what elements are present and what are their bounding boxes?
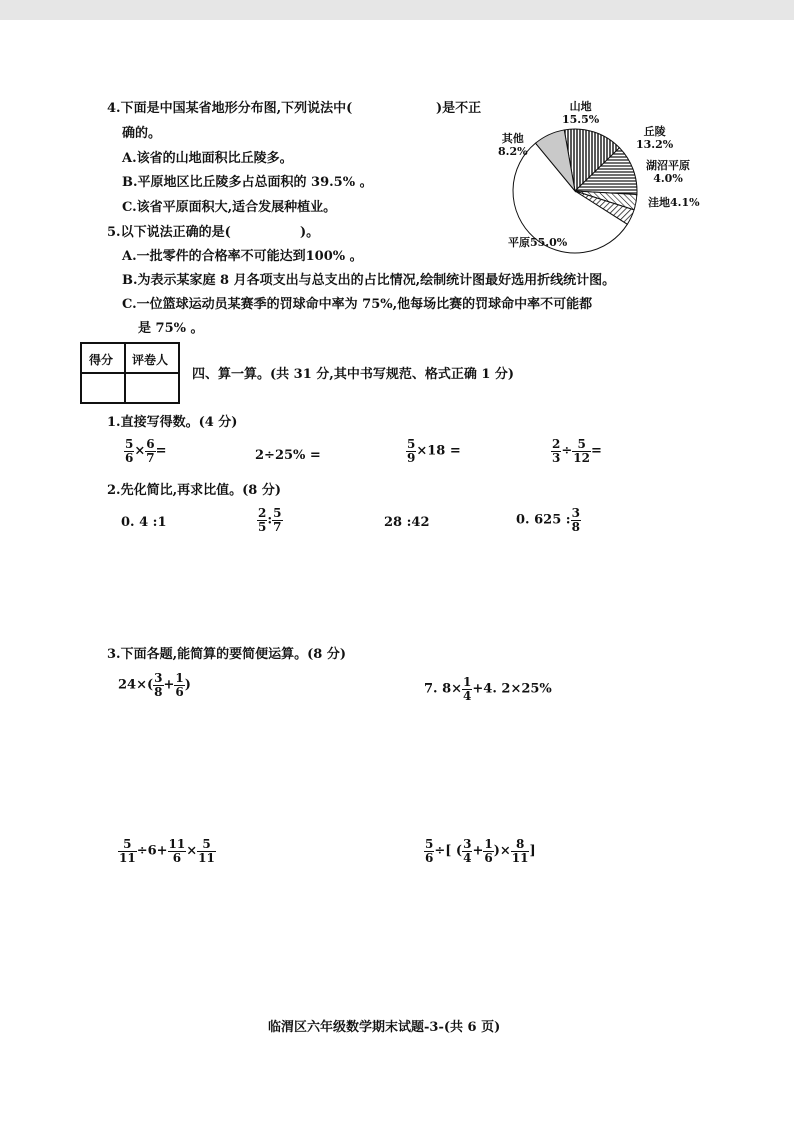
- grader-label: 评卷人: [132, 353, 169, 367]
- q1-title: 1.直接写得数。(4 分): [107, 415, 238, 430]
- q2-ratio-3: 28 :42: [384, 515, 430, 530]
- q3-calc-3: $\frac{5}{11}$ ÷6+ $\frac{11}{6}$ × $\frac{5}{11}$: [119, 837, 215, 865]
- q1-expr-4: $\frac{2}{3}$ ÷ $\frac{5}{12}$ =: [552, 437, 602, 465]
- q5-stem: 5.以下说法正确的是(: [107, 225, 231, 240]
- q1-expr-1: $\frac{5}{6}$ × $\frac{6}{7}$ =: [125, 437, 167, 465]
- section4-title: 四、算一算。(共 31 分,其中书写规范、格式正确 1 分): [192, 367, 515, 382]
- q4-option-c: C.该省平原面积大,适合发展种植业。: [122, 200, 337, 215]
- pie-label-shandi: 山地 15.5%: [562, 100, 600, 126]
- q4-option-b: B.平原地区比丘陵多占总面积的 39.5% 。: [122, 175, 373, 190]
- pie-label-qita: 其他 8.2%: [498, 132, 528, 158]
- q3-title: 3.下面各题,能简算的要简便运算。(8 分): [107, 647, 346, 662]
- score-box: [80, 342, 180, 404]
- pie-label-qiling: 丘陵 13.2%: [636, 125, 674, 151]
- q3-calc-1: 24×( $\frac{3}{8}$ + $\frac{1}{6}$ ): [118, 671, 191, 699]
- q4-stem-line1: 4.下面是中国某省地形分布图,下列说法中(: [107, 101, 353, 116]
- q4-stem-paren-close: )是不正: [436, 101, 482, 116]
- pie-label-huzhao: 湖沼平原 4.0%: [646, 159, 690, 185]
- pie-label-pingyuan: 平原55.0%: [508, 236, 568, 249]
- q2-title: 2.先化简比,再求比值。(8 分): [107, 483, 281, 498]
- q5-option-c-line1: C.一位篮球运动员某赛季的罚球命中率为 75%,他每场比赛的罚球命中率不可能都: [122, 297, 593, 312]
- q5-stem-close: )。: [300, 225, 320, 240]
- q2-ratio-1: 0. 4 :1: [121, 515, 167, 530]
- pie-label-wadi: 洼地4.1%: [648, 196, 700, 209]
- q5-option-a: A.一批零件的合格率不可能达到100% 。: [122, 249, 363, 264]
- q1-expr-2: 2÷25% =: [255, 448, 321, 463]
- q1-expr-3: $\frac{5}{9}$ ×18 =: [407, 437, 461, 465]
- q4-stem-line2: 确的。: [122, 126, 162, 141]
- q3-calc-4: $\frac{5}{6}$ ÷[ ( $\frac{3}{4}$ + $\frac{1}{6}$ )× $\frac{8}{11}$ ]: [425, 837, 536, 865]
- page-footer: 临渭区六年级数学期末试题-3-(共 6 页): [268, 1020, 501, 1035]
- q5-option-b: B.为表示某家庭 8 月各项支出与总支出的占比情况,绘制统计图最好选用折线统计图。: [122, 273, 616, 288]
- scan-top-border: [0, 0, 794, 20]
- q4-option-a: A.该省的山地面积比丘陵多。: [122, 151, 293, 166]
- q2-ratio-2: $\frac{2}{5}$ : $\frac{5}{7}$: [258, 506, 282, 534]
- q2-ratio-4: 0. 625 : $\frac{3}{8}$: [516, 506, 580, 534]
- q3-calc-2: 7. 8× $\frac{1}{4}$ +4. 2×25%: [424, 675, 552, 703]
- q5-option-c-line2: 是 75% 。: [138, 321, 204, 336]
- score-label: 得分: [89, 353, 114, 367]
